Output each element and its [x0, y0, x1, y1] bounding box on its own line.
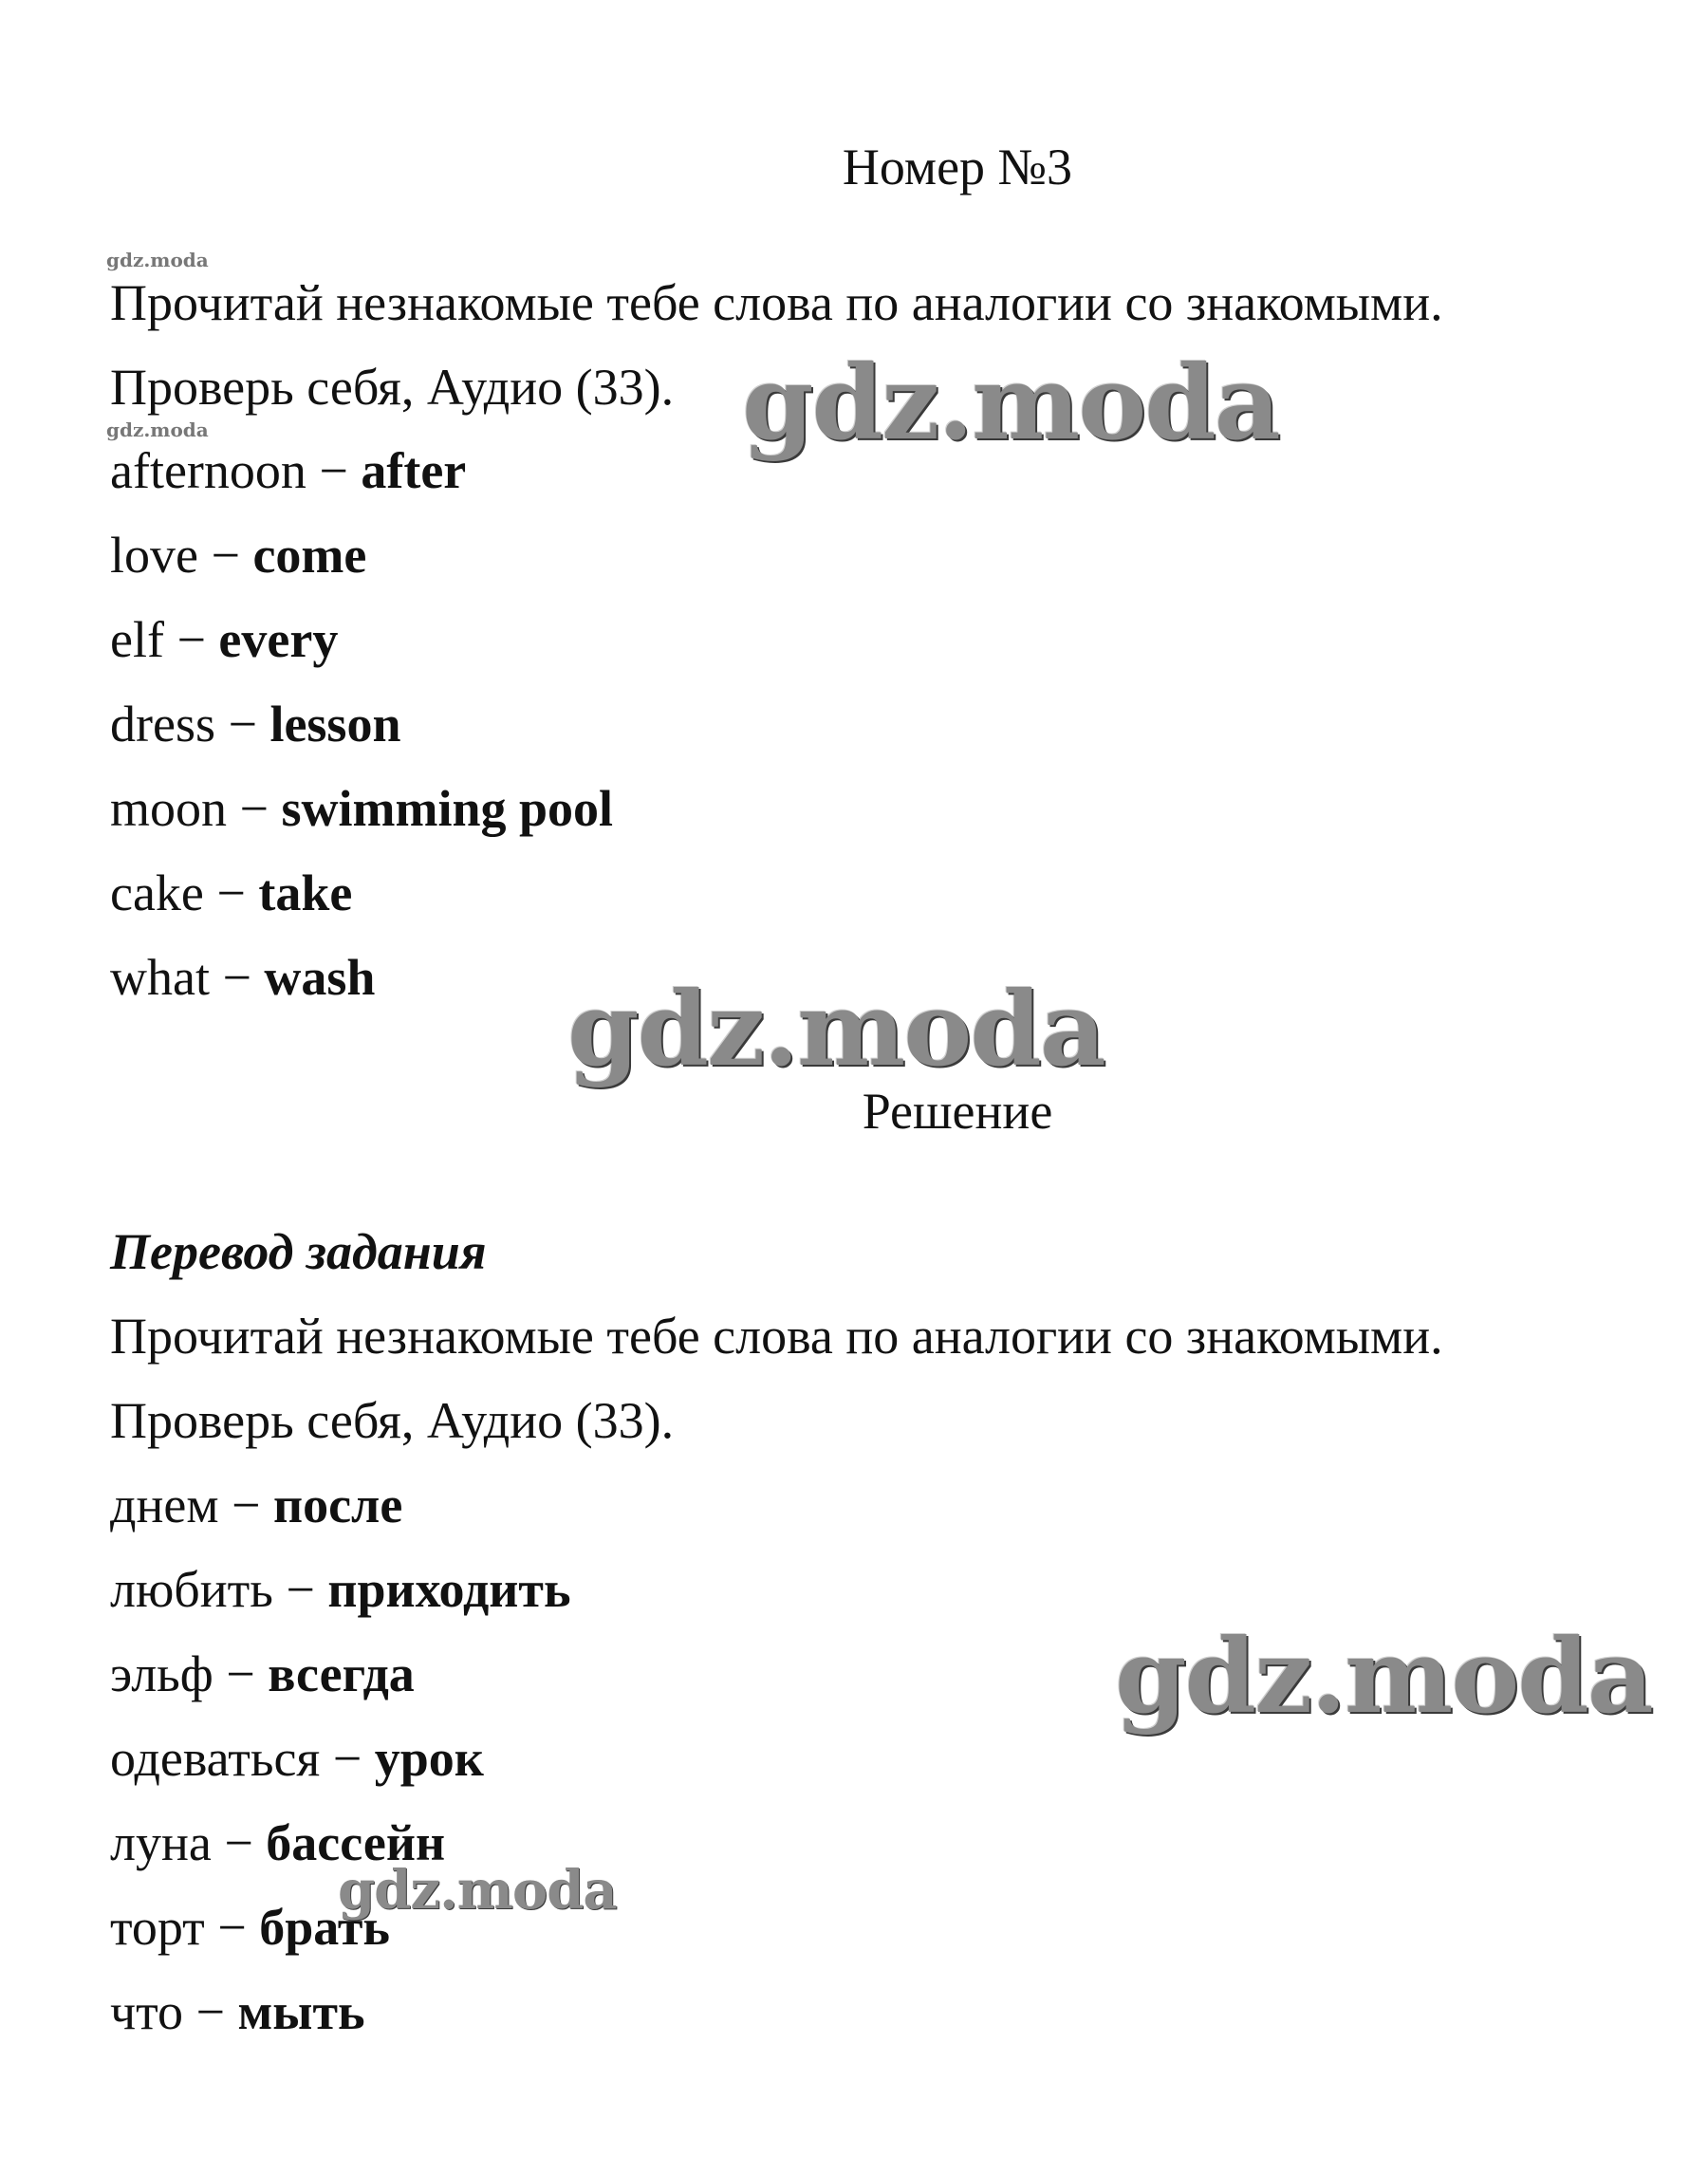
new-word: come — [252, 527, 367, 584]
new-word: мыть — [237, 1983, 365, 2040]
solution-heading: Решение — [862, 1083, 1053, 1140]
new-word: swimming pool — [281, 780, 614, 837]
known-word: elf − — [110, 611, 219, 668]
known-word: cake − — [110, 864, 259, 921]
known-word: луна − — [110, 1814, 267, 1871]
watermark-large: gdz.moda — [567, 970, 1105, 1089]
new-word: урок — [374, 1730, 484, 1787]
known-word: любить − — [110, 1561, 328, 1618]
word-pair — [110, 521, 366, 589]
new-word: wash — [264, 949, 376, 1006]
known-word: dress − — [110, 696, 270, 753]
translation-heading: Перевод задания — [110, 1223, 487, 1280]
new-word: lesson — [269, 696, 401, 753]
new-word: бассейн — [266, 1814, 446, 1871]
translation-instruction-line2: Проверь себя, Аудио (33). — [110, 1392, 675, 1449]
watermark-large: gdz.moda — [742, 344, 1279, 463]
translation-instruction-line1: Прочитай незнакомые тебе слова по аналогии со знакомыми. — [110, 1308, 1443, 1365]
word-pair — [110, 437, 466, 505]
new-word: take — [258, 864, 353, 921]
new-word: брать — [259, 1899, 390, 1956]
word-pair — [110, 605, 338, 674]
known-word: afternoon − — [110, 442, 362, 499]
known-word: днем − — [110, 1477, 273, 1533]
known-word: love − — [110, 527, 253, 584]
new-word: приходить — [327, 1561, 571, 1618]
known-word: moon − — [110, 780, 282, 837]
translation-pair — [110, 1471, 402, 1539]
page-title: Номер №3 — [842, 139, 1073, 195]
known-word: what − — [110, 949, 265, 1006]
known-word: торт − — [110, 1899, 260, 1956]
word-pair — [110, 690, 400, 758]
task-instruction-line2: Проверь себя, Аудио (33). — [110, 359, 675, 416]
translation-pair — [110, 1978, 365, 2046]
watermark-small: gdz.moda — [106, 249, 209, 271]
watermark-large: gdz.moda — [1115, 1617, 1652, 1737]
watermark-medium: gdz.moda — [338, 1859, 617, 1922]
known-word: эльф − — [110, 1645, 269, 1702]
new-word: всегда — [268, 1645, 415, 1702]
translation-pair — [110, 1555, 571, 1624]
word-pair — [110, 774, 613, 843]
word-pair — [110, 859, 352, 927]
new-word: after — [361, 442, 467, 499]
known-word: одеваться − — [110, 1730, 375, 1787]
watermark-small: gdz.moda — [106, 418, 209, 441]
new-word: every — [218, 611, 339, 668]
new-word: после — [272, 1477, 403, 1533]
translation-pair — [110, 1640, 415, 1708]
known-word: что − — [110, 1983, 238, 2040]
word-pair — [110, 943, 375, 1012]
translation-pair — [110, 1724, 484, 1793]
task-instruction-line1: Прочитай незнакомые тебе слова по аналогии со знакомыми. — [110, 274, 1443, 331]
